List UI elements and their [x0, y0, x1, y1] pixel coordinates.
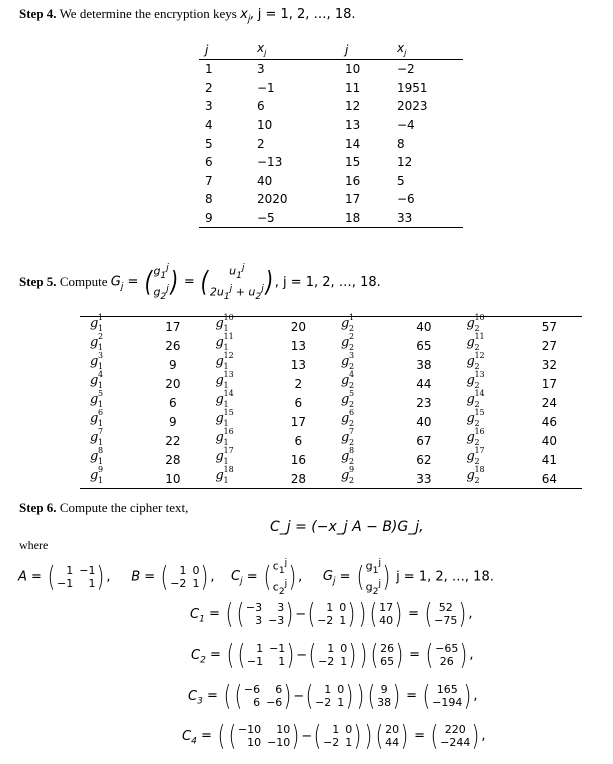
cell-j: 2 — [205, 80, 213, 95]
matrix-entry: −6 — [266, 696, 283, 709]
cipher-example: $C_3$ = ( ( −6 6 6 −6 ) − ( 1 0 −2 1 ) ) ( 9 38 ) = ( 165 −194 ) , — [188, 679, 478, 712]
cell-xj: −5 — [251, 209, 339, 228]
cipher-example: $C_2$ = ( ( 1 −1 −1 1 ) − ( 1 0 −2 1 ) ) ( 26 65 ) = ( −65 26 ) , — [191, 638, 474, 671]
cell-g-value: 41 — [541, 452, 557, 467]
cell-g-value: 44 — [416, 376, 432, 391]
matrix-entry: 17 — [379, 601, 394, 614]
cell-j: 12 — [345, 99, 361, 114]
cell-j: 10 — [345, 62, 361, 77]
matrix-entry: 165 — [436, 683, 458, 696]
step5-range: , j = 1, 2, …, 18. — [274, 274, 381, 290]
cell-g-symbol: g 1 13 — [215, 370, 234, 390]
cell-j: 9 — [199, 209, 251, 228]
cipher-formula: C_j = (−x_j A − B)G_j, — [270, 519, 424, 535]
matrix-entry: 1 — [192, 576, 200, 590]
cell-g-symbol: g 1 1 — [80, 317, 140, 337]
cell-g-value: 33 — [391, 469, 456, 489]
matrix-entry: −194 — [432, 696, 463, 709]
cell-g-value: 20 — [165, 376, 181, 391]
matrix-entry: 10 — [247, 736, 262, 749]
cell-j: 6 — [205, 155, 213, 170]
cell-g-symbol: g 1 2 — [90, 332, 104, 352]
cell-j: 14 — [345, 136, 361, 151]
cell-xj: 40 — [257, 173, 273, 188]
cell-g-value: 40 — [416, 414, 432, 429]
g-values-table — [80, 313, 582, 489]
cell-g-value: 40 — [391, 317, 456, 337]
matrix-entry: 3 — [277, 601, 285, 614]
matrix-entry: −6 — [243, 683, 261, 696]
cell-g-symbol: g 1 8 — [90, 446, 104, 466]
cell-g-symbol: g 2 2 — [340, 332, 355, 352]
cell-g-value: 40 — [541, 433, 557, 448]
matrix-entry: −10 — [267, 736, 291, 749]
matrix-entry: −75 — [434, 614, 458, 627]
cell-g-symbol: g 1 14 — [215, 389, 234, 409]
cell-j: 11 — [345, 80, 361, 95]
cell-j: 8 — [205, 192, 213, 207]
cell-g-symbol: g 1 16 — [215, 427, 234, 447]
matrix-entry: 26 — [380, 642, 395, 655]
table-row — [199, 209, 463, 228]
step4-range: j = 1, 2, …, 18. — [257, 7, 356, 22]
cell-j: 16 — [345, 173, 361, 188]
definitions-line: A = ( 1 −1 −1 1 ) , B = ( 1 0 −2 1 ) , $C_j$ = ( $c_1^j$ $c_2^j$ ) , $G_j$ = ( $g_1^j$ $g_2^j$ ) j = 1, 2, …, 18. — [18, 557, 494, 597]
cell-g-value: 2 — [294, 376, 303, 391]
cell-g-value: 6 — [169, 395, 177, 410]
step4-text: We determine the encryption keys — [59, 6, 237, 21]
table-row — [199, 134, 463, 153]
cell-g-symbol: g 1 17 — [215, 446, 234, 466]
cell-g-symbol: g 2 9 — [331, 469, 391, 489]
matrix-entry: 220 — [444, 723, 466, 736]
cell-g-symbol: g 1 3 — [90, 351, 104, 371]
table-row — [80, 317, 582, 337]
cell-g-symbol: g 1 6 — [90, 408, 104, 428]
cell-g-symbol: g 2 14 — [466, 389, 485, 409]
cipher-example: $C_1$ = ( ( −3 3 3 −3 ) − ( 1 0 −2 1 ) ) ( 17 40 ) = ( 52 −75 ) , — [190, 597, 473, 630]
table-row — [80, 336, 582, 355]
cell-g-symbol: g 1 5 — [90, 389, 104, 409]
matrix-entry: 10 — [276, 723, 291, 736]
cell-j: 18 — [339, 209, 391, 228]
cell-xj: 10 — [257, 118, 273, 133]
cell-g-value: 13 — [290, 338, 306, 353]
cell-g-symbol: g 2 4 — [340, 370, 355, 390]
cell-xj: 2 — [257, 136, 265, 151]
table-row — [199, 190, 463, 209]
matrix-entry: 1 — [278, 655, 286, 668]
step4-heading — [19, 6, 356, 25]
cell-j: 3 — [205, 99, 213, 114]
cell-g-symbol: g 2 3 — [340, 351, 355, 371]
cell-g-symbol: g 1 12 — [215, 351, 234, 371]
cell-xj: 2023 — [397, 99, 428, 114]
cipher-example: $C_4$ = ( ( −10 10 10 −10 ) − ( 1 0 −2 1 ) ) ( 20 44 ) = ( 220 −244 ) , — [182, 719, 486, 752]
matrix-entry: −244 — [440, 736, 471, 749]
table-row — [199, 172, 463, 191]
cell-g-value: 24 — [541, 395, 557, 410]
cell-g-value: 16 — [290, 452, 306, 467]
cell-xj: 8 — [397, 136, 405, 151]
cell-g-symbol: g 2 7 — [340, 427, 355, 447]
matrix-entry: 6 — [275, 683, 283, 696]
cell-g-symbol: g 2 10 — [456, 317, 516, 337]
table-header-row — [199, 40, 463, 60]
cell-g-value: 28 — [266, 469, 331, 489]
header-j: j — [199, 40, 251, 60]
matrix-entry: 20 — [385, 723, 400, 736]
cell-g-value: 57 — [517, 317, 582, 337]
cell-g-value: 26 — [165, 338, 181, 353]
step6-label: Step 6. — [19, 500, 57, 515]
cell-g-value: 22 — [165, 433, 181, 448]
matrix-entry: −1 — [57, 576, 74, 590]
cell-g-value: 10 — [140, 469, 205, 489]
matrix-entry: 1 — [256, 642, 264, 655]
matrix-entry: 0 — [192, 563, 200, 577]
cell-g-value: 64 — [517, 469, 582, 489]
cell-g-value: 65 — [416, 338, 432, 353]
cell-xj: −13 — [257, 155, 283, 170]
cell-g-symbol: g 2 13 — [466, 370, 485, 390]
matrix-entry: −1 — [79, 563, 96, 577]
cell-g-symbol: g 2 15 — [466, 408, 485, 428]
cell-g-value: 9 — [169, 357, 177, 372]
matrix-entry: 44 — [385, 736, 400, 749]
cell-g-value: 62 — [416, 452, 432, 467]
cell-g-symbol: g 1 15 — [215, 408, 234, 428]
encryption-keys-table — [199, 40, 463, 228]
cell-g-value: 46 — [541, 414, 557, 429]
step6-range: j = 1, 2, …, 18. — [396, 569, 494, 585]
cell-xj: −1 — [257, 80, 275, 95]
matrix-entry: 38 — [377, 696, 392, 709]
cell-xj: −6 — [397, 192, 415, 207]
step5-formula: $G_j$ = ( $g_1^j$ $g_2^j$ ) = ( $u_1^j$ $2u_1^j + u_2^j$ ) — [110, 262, 274, 302]
cell-j: 4 — [205, 118, 213, 133]
cell-g-symbol: g 1 11 — [215, 332, 234, 352]
cell-g-value: 38 — [416, 357, 432, 372]
matrix-entry: 6 — [253, 696, 261, 709]
cell-g-symbol: g 1 7 — [90, 427, 104, 447]
table-row — [80, 450, 582, 469]
cell-xj: −4 — [397, 118, 415, 133]
cell-g-symbol: g 2 5 — [340, 389, 355, 409]
cell-xj: 5 — [397, 173, 405, 188]
cell-g-symbol: g 2 1 — [331, 317, 391, 337]
table-row — [80, 431, 582, 450]
header-xj: $x_j$ — [391, 40, 463, 60]
cell-g-symbol: g 1 9 — [80, 469, 140, 489]
cell-g-value: 28 — [165, 452, 181, 467]
cell-xj: 33 — [391, 209, 463, 228]
matrix-entry: −1 — [246, 655, 264, 668]
matrix-entry: −2 — [170, 576, 187, 590]
cell-j: 17 — [345, 192, 361, 207]
matrix-entry: −3 — [245, 601, 263, 614]
matrix-entry: 1 — [66, 563, 74, 577]
cell-g-value: 32 — [541, 357, 557, 372]
step4-label: Step 4. — [19, 6, 57, 21]
matrix-entry: 1 — [88, 576, 96, 590]
matrix-entry: −10 — [237, 723, 262, 736]
table-row — [199, 60, 463, 79]
cell-xj: −2 — [397, 62, 415, 77]
header-j: j — [339, 40, 391, 60]
step5-text: Compute — [59, 274, 108, 289]
cell-g-value: 17 — [541, 376, 557, 391]
matrix-entry: 65 — [380, 655, 395, 668]
cell-g-symbol: g 1 18 — [205, 469, 265, 489]
table-row — [199, 79, 463, 98]
matrix-entry: 26 — [439, 655, 454, 668]
cell-g-symbol: g 2 11 — [466, 332, 485, 352]
cell-g-symbol: g 2 16 — [466, 427, 485, 447]
table-row — [199, 97, 463, 116]
cell-j: 15 — [345, 155, 361, 170]
cell-xj: 1951 — [397, 80, 428, 95]
table-row — [80, 374, 582, 393]
cell-g-value: 6 — [294, 395, 303, 410]
cell-xj: 2020 — [257, 192, 288, 207]
table-row — [199, 153, 463, 172]
matrix-entry: −3 — [268, 614, 285, 627]
cell-g-value: 6 — [294, 433, 303, 448]
where-label: where — [19, 538, 49, 552]
cell-g-value: 17 — [290, 414, 306, 429]
matrix-entry: −65 — [435, 642, 459, 655]
cell-g-value: 13 — [290, 357, 306, 372]
table-row — [80, 393, 582, 412]
matrix-entry: 52 — [438, 601, 453, 614]
matrix-entry: 3 — [255, 614, 263, 627]
step5-label: Step 5. — [19, 274, 57, 289]
cell-g-symbol: g 1 10 — [205, 317, 265, 337]
cell-g-symbol: g 2 17 — [466, 446, 485, 466]
cell-j: 1 — [205, 62, 213, 77]
step6-text: Compute the cipher text, — [59, 500, 189, 515]
step5-heading — [19, 262, 381, 302]
cell-g-symbol: g 2 6 — [340, 408, 355, 428]
matrix-entry: 1 — [179, 563, 187, 577]
matrix-entry: 40 — [379, 614, 394, 627]
cell-g-value: 20 — [266, 317, 331, 337]
matrix-entry: −1 — [269, 642, 286, 655]
cell-j: 5 — [205, 136, 213, 151]
cell-g-value: 23 — [416, 395, 432, 410]
table-row — [199, 116, 463, 135]
cell-g-value: 67 — [416, 433, 432, 448]
header-xj: $x_j$ — [251, 40, 339, 60]
cell-g-value: 9 — [169, 414, 177, 429]
cell-xj: 12 — [397, 155, 413, 170]
table-row — [80, 355, 582, 374]
step4-var: $x_j$, — [240, 7, 255, 25]
cell-g-symbol: g 2 8 — [340, 446, 355, 466]
cell-xj: 6 — [257, 99, 265, 114]
cell-g-value: 27 — [541, 338, 557, 353]
cell-g-symbol: g 2 18 — [456, 469, 516, 489]
step6-heading — [19, 500, 188, 516]
matrix-entry: 9 — [380, 683, 388, 696]
table-row — [80, 469, 582, 489]
cell-j: 13 — [345, 118, 361, 133]
cell-g-symbol: g 2 12 — [466, 351, 485, 371]
cell-g-symbol: g 1 4 — [90, 370, 104, 390]
cell-xj: 3 — [257, 62, 265, 77]
table-row — [80, 412, 582, 431]
cell-g-value: 17 — [140, 317, 205, 337]
cell-j: 7 — [205, 173, 213, 188]
